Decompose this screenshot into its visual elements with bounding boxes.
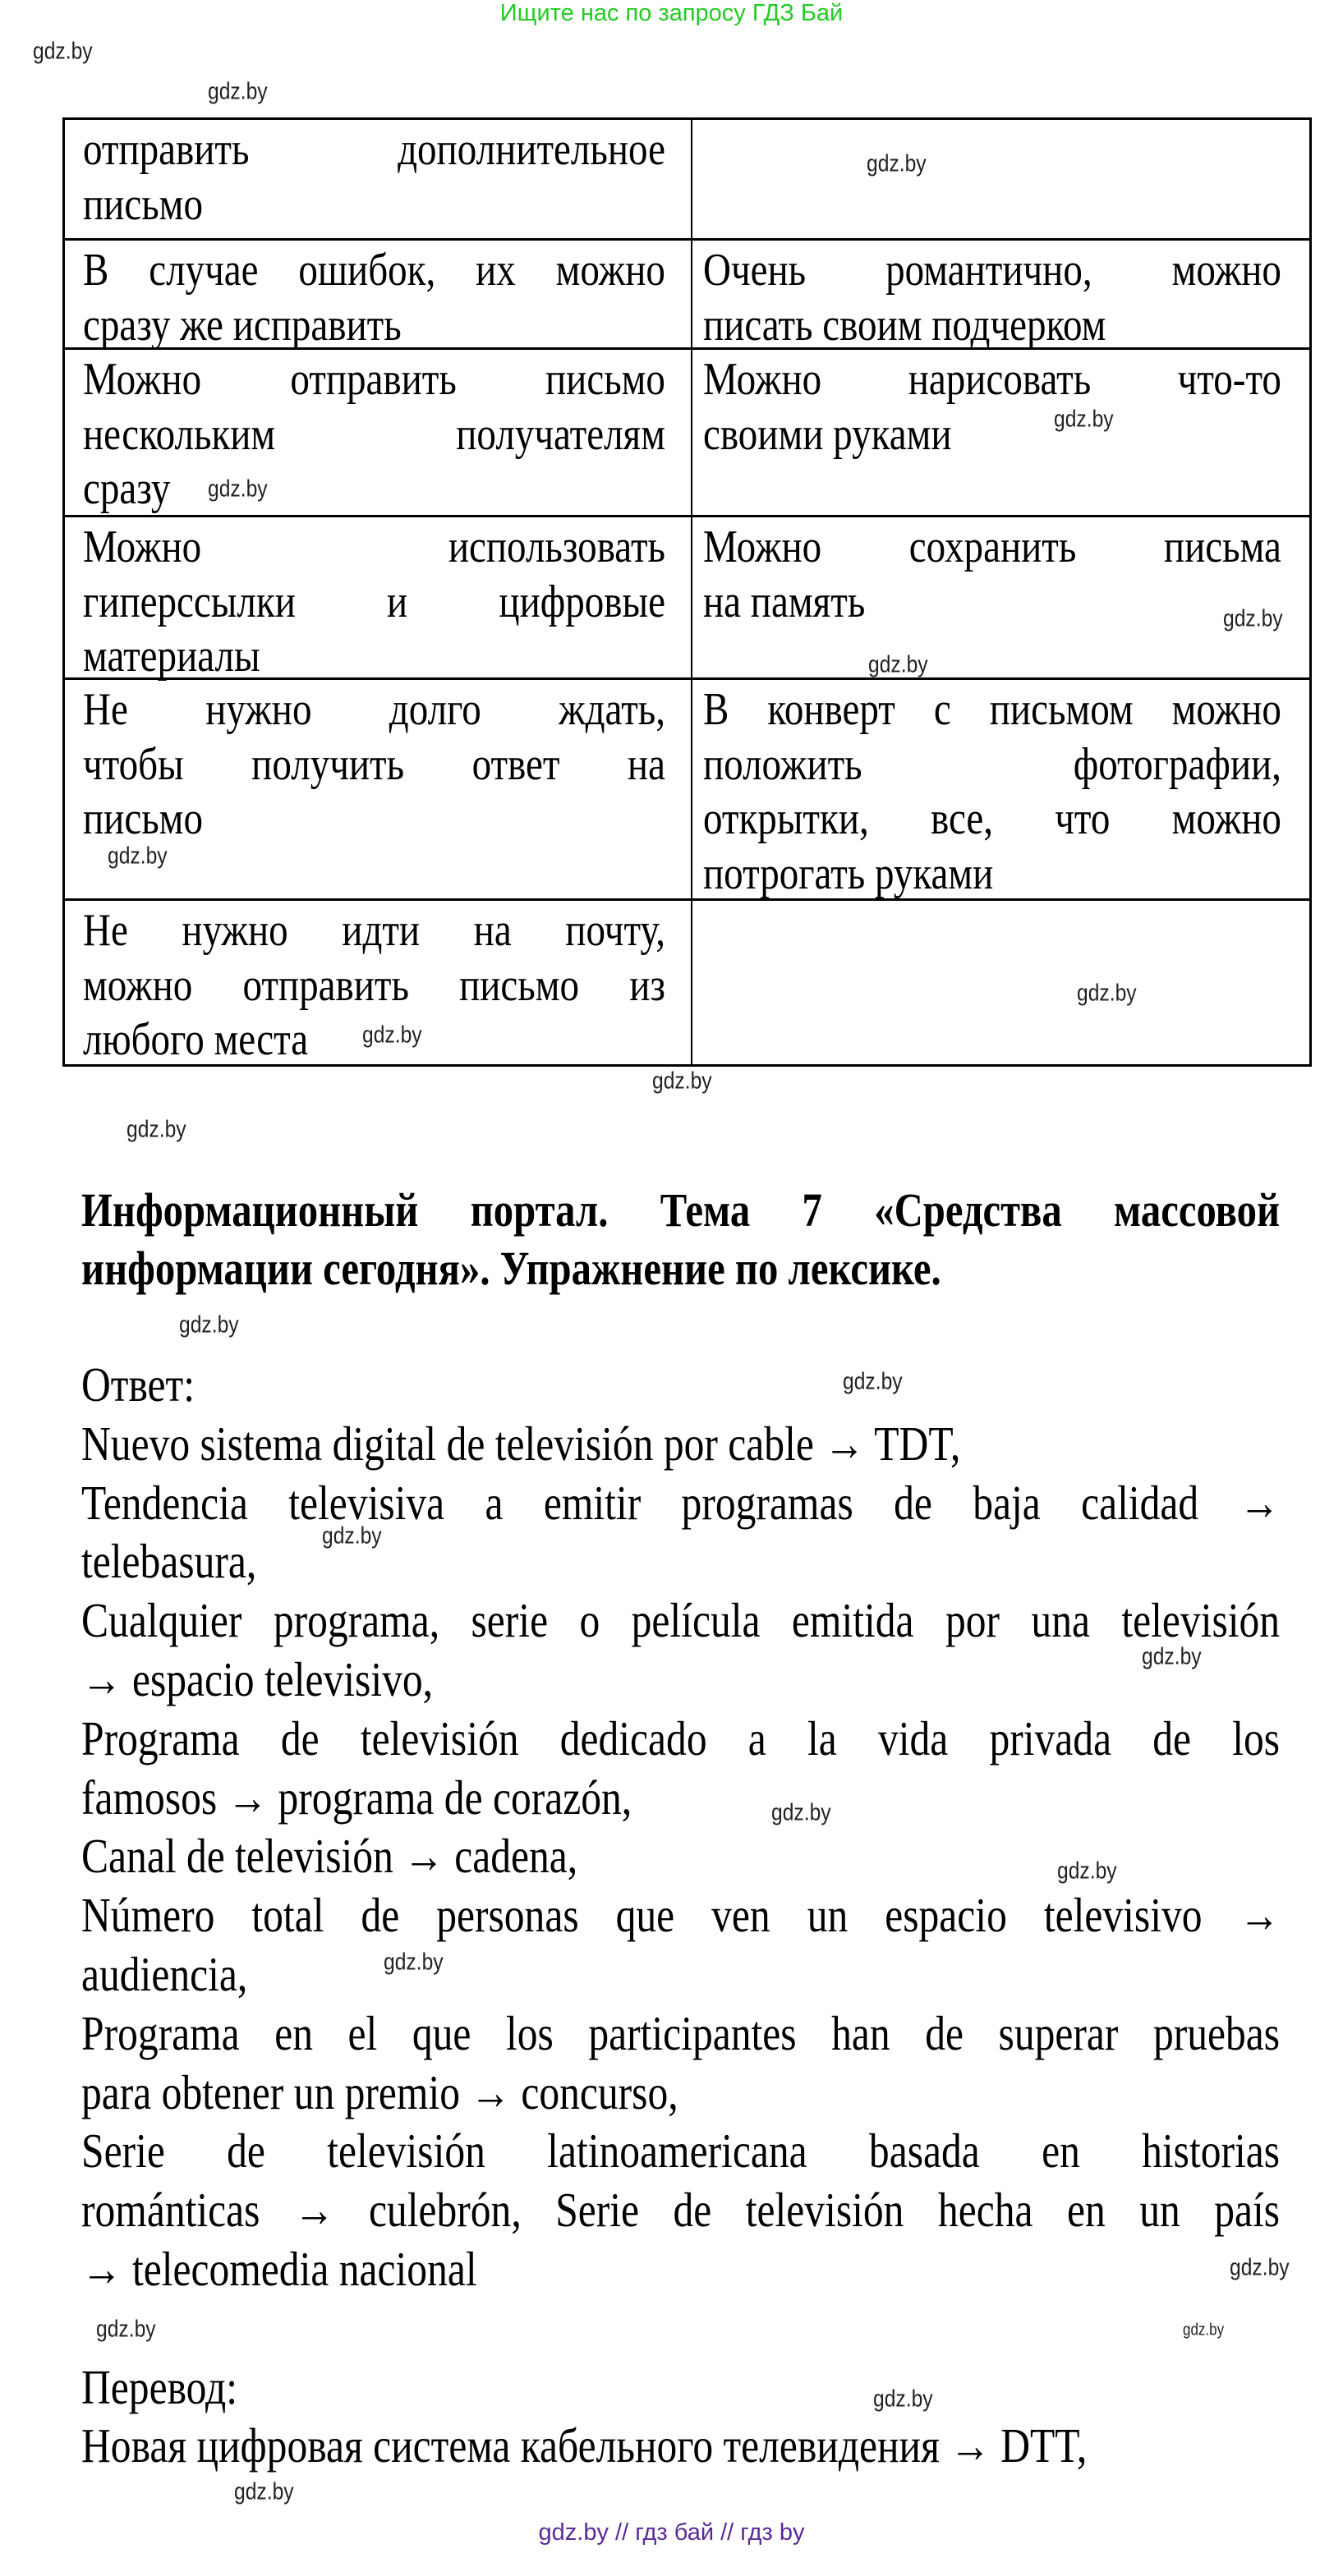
table-row xyxy=(65,120,1309,238)
paragraph xyxy=(81,2122,1343,2298)
text-line: Programa en el que los participantes han de superar pruebas xyxy=(81,2005,1281,2060)
text-line: Новая цифровая система кабельного телевидения → DTT, xyxy=(81,2418,1088,2473)
cell-text-line: нескольким получателям xyxy=(83,408,665,460)
cell-text-line: В случае ошибок, их можно xyxy=(83,245,665,296)
cell-text-line: Можно нарисовать что-то xyxy=(703,354,1281,405)
heading-line: информации сегодня». Упражнение по лексике. xyxy=(81,1242,941,1295)
text-line: Ответ: xyxy=(81,1357,195,1412)
section-heading xyxy=(81,1181,1343,1297)
text-line: Programa de televisión dedicado a la vida privada de los xyxy=(81,1710,1281,1766)
cell-text-line: Можно сохранить письма xyxy=(703,521,1281,572)
cell-text-line: на память xyxy=(703,576,866,627)
table-row xyxy=(65,238,1309,351)
watermark: gdz.by xyxy=(868,651,928,678)
watermark: gdz.by xyxy=(873,2385,933,2413)
watermark: gdz.by xyxy=(322,1522,382,1550)
table-row xyxy=(65,677,1309,898)
cell-text-line: отправить дополнительное xyxy=(83,124,665,175)
cell-text-line: Можно использовать xyxy=(83,521,665,572)
watermark: gdz.by xyxy=(384,1949,444,1976)
watermark: gdz.by xyxy=(867,150,927,177)
paragraph xyxy=(81,2299,1343,2358)
table-cell-right xyxy=(692,901,1309,1064)
watermark: gdz.by xyxy=(234,2478,294,2505)
paragraph xyxy=(81,1415,1343,1474)
watermark: gdz.by xyxy=(1057,1857,1117,1885)
cell-text-line: писать своим подчерком xyxy=(703,299,1106,351)
cell-text-line: своими руками xyxy=(703,408,952,460)
cell-text-line: положить фотографии, xyxy=(703,738,1281,790)
cell-text-line: любого места xyxy=(83,1014,309,1065)
text-line: → telecomedia nacional xyxy=(81,2241,477,2296)
cell-text-line: письмо xyxy=(83,793,203,844)
search-banner[interactable]: Ищите нас по запросу ГДЗ Бай xyxy=(499,0,844,26)
watermark: gdz.by xyxy=(843,1368,903,1395)
answer-text xyxy=(81,1356,1343,2476)
watermark: gdz.by xyxy=(126,1116,186,1143)
paragraph xyxy=(81,2358,1343,2418)
text-line: audiencia, xyxy=(81,1946,248,2001)
cell-text-line: В конверт с письмом можно xyxy=(703,684,1281,735)
cell-text-line: Можно отправить письмо xyxy=(83,354,665,405)
cell-text-line: потрогать руками xyxy=(703,847,994,899)
text-line: Nuevo sistema digital de televisión por cable → TDT, xyxy=(81,1416,961,1471)
paragraph xyxy=(81,1827,1343,1886)
paragraph xyxy=(81,1886,1343,2004)
text-line: para obtener un premio → concurso, xyxy=(81,2064,678,2119)
table-row xyxy=(65,515,1309,682)
cell-text-line: можно отправить письмо из xyxy=(83,959,665,1011)
watermark: gdz.by xyxy=(208,78,268,105)
text-line: Cualquier programa, serie o película emitida por una televisión xyxy=(81,1593,1281,1648)
text-line: telebasura, xyxy=(81,1534,257,1589)
cell-text-line: Очень романтично, можно xyxy=(703,245,1281,296)
table-cell-right xyxy=(692,120,1309,238)
watermark: gdz.by xyxy=(108,843,168,870)
text-line: Número total de personas que ven un espacio televisivo → xyxy=(81,1888,1281,1943)
table-cell-left xyxy=(65,517,692,682)
heading-line: Информационный портал. Тема 7 «Средства массовой xyxy=(81,1183,1281,1237)
cell-text-line: гиперссылки и цифровые xyxy=(83,576,665,627)
text-line: románticas → culebrón, Serie de televisión hecha en un país xyxy=(81,2183,1281,2238)
watermark: gdz.by xyxy=(1142,1643,1202,1670)
watermark: gdz.by xyxy=(1223,605,1283,632)
watermark: gdz.by xyxy=(1183,2321,1225,2340)
text-line: Serie de televisión latinoamericana basada en historias xyxy=(81,2124,1281,2179)
table-cell-left xyxy=(65,120,692,238)
watermark: gdz.by xyxy=(1054,406,1114,433)
footer-links[interactable]: gdz.by // гдз бай // гдз by xyxy=(538,2519,805,2546)
text-line: Перевод: xyxy=(81,2359,237,2414)
table-cell-right xyxy=(692,350,1343,515)
watermark: gdz.by xyxy=(208,475,268,503)
table-cell-left xyxy=(65,241,692,351)
paragraph xyxy=(81,1710,1343,1828)
paragraph xyxy=(81,2417,1343,2476)
cell-text-line: материалы xyxy=(83,631,260,682)
cell-text-line: письмо xyxy=(83,178,203,230)
watermark: gdz.by xyxy=(771,1799,831,1826)
watermark: gdz.by xyxy=(1077,980,1137,1007)
table-cell-left xyxy=(65,350,692,515)
cell-text-line: чтобы получить ответ на xyxy=(83,738,665,790)
watermark: gdz.by xyxy=(179,1311,239,1339)
table-cell-right xyxy=(692,241,1343,351)
cell-text-line: сразу xyxy=(83,463,171,514)
watermark: gdz.by xyxy=(33,38,93,65)
watermark: gdz.by xyxy=(362,1022,422,1049)
text-line: → espacio televisivo, xyxy=(81,1651,434,1706)
watermark: gdz.by xyxy=(652,1068,712,1095)
table-cell-right xyxy=(692,680,1343,898)
text-line: Canal de televisión → cadena, xyxy=(81,1829,578,1884)
comparison-table xyxy=(62,117,1312,1067)
cell-text-line: открытки, все, что можно xyxy=(703,793,1281,844)
text-line: famosos → programa de corazón, xyxy=(81,1770,632,1825)
paragraph xyxy=(81,2004,1343,2123)
cell-text-line: сразу же исправить xyxy=(83,299,402,351)
text-line: Tendencia televisiva a emitir programas de baja calidad → xyxy=(81,1475,1281,1530)
paragraph xyxy=(81,1474,1343,1592)
cell-text-line: Не нужно долго ждать, xyxy=(83,684,665,735)
table-cell-right xyxy=(692,517,1343,677)
watermark: gdz.by xyxy=(96,2316,156,2343)
watermark: gdz.by xyxy=(1230,2254,1290,2281)
paragraph xyxy=(81,1356,1343,1415)
cell-text-line: Не нужно идти на почту, xyxy=(83,905,665,956)
